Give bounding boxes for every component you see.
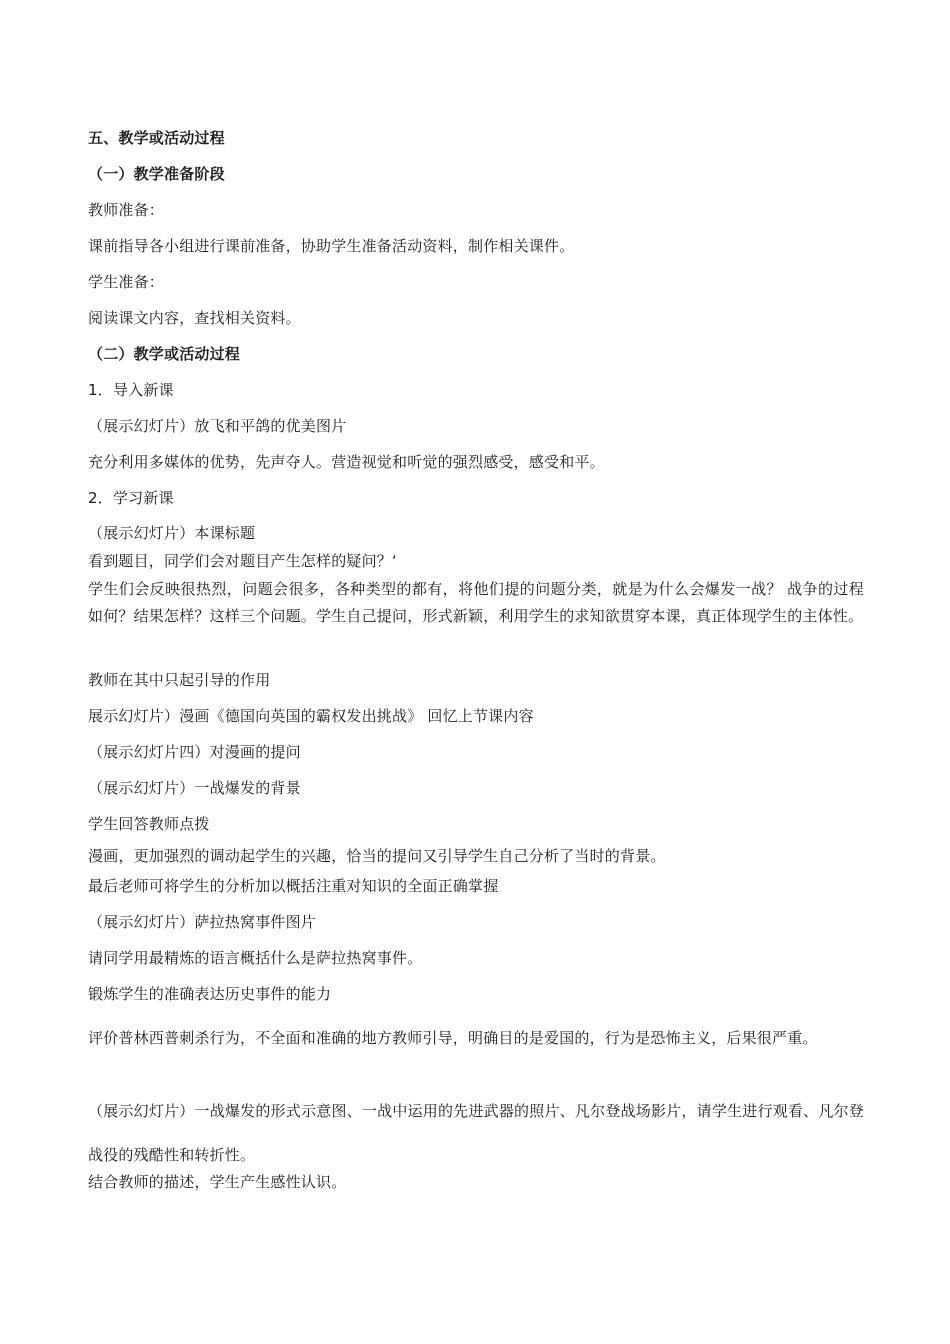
slide-6: （展示幻灯片）萨拉热窝事件图片 <box>88 913 317 931</box>
slide-2: （展示幻灯片）本课标题 <box>88 524 256 542</box>
summary-note: 最后老师可将学生的分析加以概括注重对知识的全面正确掌握 <box>88 877 499 895</box>
step-1: 1．导入新课 <box>88 381 174 399</box>
question: 看到题目，同学们会对题目产生怎样的疑问？‘ <box>88 552 397 570</box>
slide-1: （展示幻灯片）放飞和平鸽的优美图片 <box>88 417 347 435</box>
question-note: 学生们会反映很热烈，问题会很多，各种类型的都有，将他们提的问题分类，就是为什么会爆发一战？ 战争的过程如何？结果怎样？这样三个问题。学生自己提问，形式新颖，利用学生的求知欲贯穿本课，真正体现学生的主体性。 <box>88 580 864 625</box>
slide-5: （展示幻灯片）一战爆发的背景 <box>88 779 301 797</box>
section-heading: 五、教学或活动过程 <box>88 129 225 147</box>
slide-3: 展示幻灯片）漫画《德国向英国的霸权发出挑战》 回忆上节课内容 <box>88 707 534 725</box>
subheading-prep: （一）教学准备阶段 <box>88 165 225 183</box>
student-prep-label: 学生准备： <box>88 273 165 291</box>
teacher-prep-label: 教师准备： <box>88 201 165 219</box>
student-prep-text: 阅读课文内容，查找相关资料。 <box>88 309 301 327</box>
step-2: 2．学习新课 <box>88 489 174 507</box>
subheading-process: （二）教学或活动过程 <box>88 345 241 363</box>
train-note: 锻炼学生的准确表达历史事件的能力 <box>88 985 332 1003</box>
teacher-prep-text: 课前指导各小组进行课前准备，协助学生准备活动资料，制作相关课件。 <box>88 237 575 255</box>
evaluate-note: 评价普林西普刺杀行为，不全面和准确的地方教师引导，明确目的是爱国的，行为是恐怖主义，后果很严重。 <box>88 1029 818 1047</box>
student-answer: 学生回答教师点拨 <box>88 815 210 833</box>
sarajevo-question: 请同学用最精炼的语言概括什么是萨拉热窝事件。 <box>88 949 423 967</box>
slide-1-note: 充分利用多媒体的优势，先声夺人。营造视觉和听觉的强烈感受，感受和平。 <box>88 453 605 471</box>
comic-note: 漫画，更加强烈的调动起学生的兴趣，恰当的提问又引导学生自己分析了当时的背景。 <box>88 847 666 865</box>
teacher-role: 教师在其中只起引导的作用 <box>88 671 271 689</box>
slide-4: （展示幻灯片四）对漫画的提问 <box>88 743 301 761</box>
final-note: 结合教师的描述，学生产生感性认识。 <box>88 1173 347 1191</box>
slide-7: （展示幻灯片）一战爆发的形式示意图、一战中运用的先进武器的照片、凡尔登战场影片，请学生进行观看、凡尔登战役的残酷性和转折性。 <box>88 1102 864 1164</box>
